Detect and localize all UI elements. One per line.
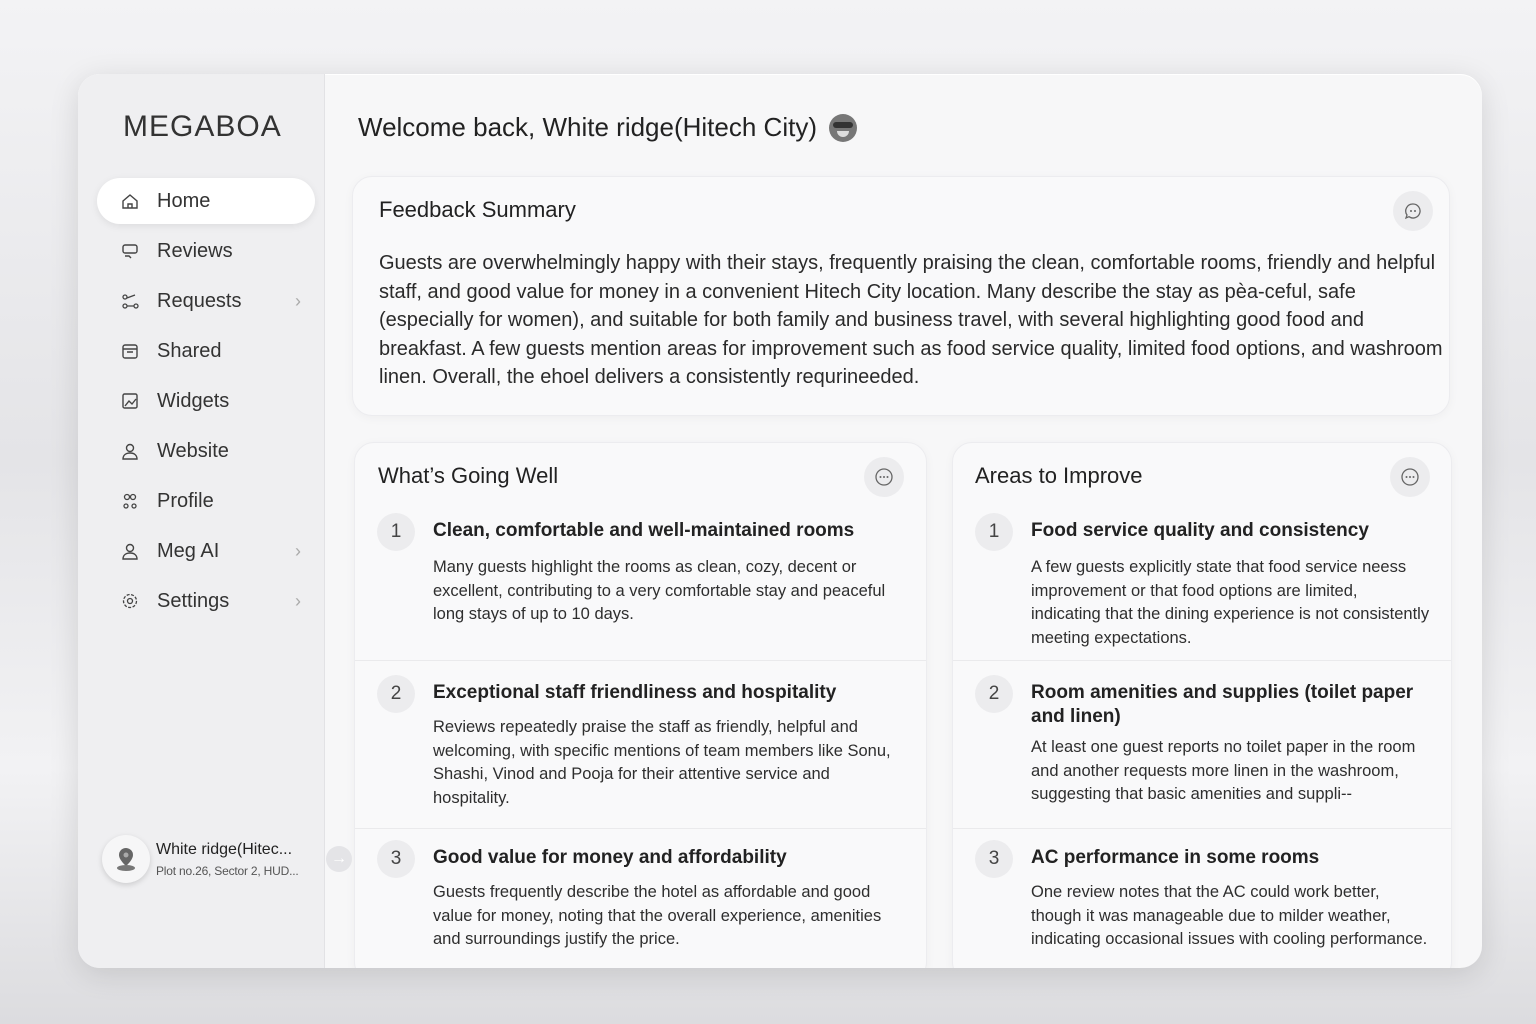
sidebar-item-profile[interactable] bbox=[97, 478, 315, 524]
sidebar-item-label: Widgets bbox=[157, 389, 230, 412]
app-window bbox=[78, 74, 1482, 968]
item-body: At least one guest reports no toilet paper in the room and another requests more linen in the washroom, suggesting that basic amenities and suppli-- bbox=[1031, 738, 1416, 803]
item-number: 2 bbox=[377, 675, 415, 713]
item-title: AC performance in some rooms bbox=[1031, 847, 1320, 868]
item-title: Food service quality and consistency bbox=[1031, 520, 1369, 541]
website-icon bbox=[121, 442, 139, 460]
item-body: Many guests highlight the rooms as clean, cozy, decent or excellent, contributing to a very comfortable stay and peaceful long stays of up to 10 days. bbox=[433, 558, 886, 623]
profile-icon bbox=[121, 492, 139, 510]
list-item bbox=[953, 661, 1451, 829]
account-address: Plot no.26, Sector 2, HUD... bbox=[156, 863, 299, 878]
sidebar-item-label: Requests bbox=[157, 289, 242, 312]
item-title: Exceptional staff friendliness and hospitality bbox=[433, 682, 837, 703]
chevron-right-icon: › bbox=[295, 290, 301, 311]
sidebar-nav bbox=[97, 178, 315, 628]
sidebar-item-meg-ai[interactable] bbox=[97, 528, 315, 574]
account-switcher[interactable] bbox=[102, 834, 352, 884]
item-number: 1 bbox=[975, 513, 1013, 551]
page-title bbox=[358, 112, 857, 143]
gear-icon bbox=[121, 592, 139, 610]
item-body: Guests frequently describe the hotel as affordable and good value for money, noting that the overall experience, amenities and surroundings justify the price. bbox=[433, 883, 882, 948]
reviews-icon bbox=[121, 242, 139, 260]
user-icon bbox=[121, 542, 139, 560]
card-title: What’s Going Well bbox=[378, 463, 559, 488]
sidebar-item-label: Settings bbox=[157, 589, 230, 612]
more-options-icon[interactable] bbox=[1390, 457, 1430, 497]
item-title: Clean, comfortable and well-maintained rooms bbox=[433, 520, 855, 541]
list-item bbox=[953, 829, 1451, 968]
home-icon bbox=[121, 192, 139, 210]
going-well-card bbox=[354, 442, 927, 968]
chevron-right-icon: › bbox=[295, 590, 301, 611]
star-struck-emoji-icon bbox=[829, 114, 857, 142]
list-item bbox=[355, 661, 926, 829]
sidebar bbox=[78, 74, 347, 968]
welcome-text: Welcome back, White ridge(Hitech City) bbox=[358, 112, 817, 142]
location-pin-icon bbox=[102, 835, 150, 883]
sidebar-item-label: Profile bbox=[157, 489, 214, 512]
list-item bbox=[953, 511, 1451, 661]
sidebar-item-website[interactable] bbox=[97, 428, 315, 474]
sidebar-item-home[interactable] bbox=[97, 178, 315, 224]
areas-to-improve-card bbox=[952, 442, 1452, 968]
card-title: Areas to Improve bbox=[975, 463, 1143, 488]
sidebar-item-label: Website bbox=[157, 439, 229, 462]
sidebar-item-reviews[interactable] bbox=[97, 228, 315, 274]
sidebar-item-settings[interactable] bbox=[97, 578, 315, 624]
chat-icon[interactable] bbox=[1393, 191, 1433, 231]
list-item bbox=[355, 829, 926, 968]
sidebar-item-label: Home bbox=[157, 189, 211, 212]
more-options-icon[interactable] bbox=[864, 457, 904, 497]
card-title: Feedback Summary bbox=[379, 197, 576, 222]
item-body: Reviews repeatedly praise the staff as friendly, helpful and welcoming, with specific mentions of team members like Sonu, Shashi, Vinod and Pooja for their attentive service and hospitality. bbox=[433, 718, 891, 807]
sidebar-item-widgets[interactable] bbox=[97, 378, 315, 424]
item-number: 2 bbox=[975, 675, 1013, 713]
sidebar-item-requests[interactable] bbox=[97, 278, 315, 324]
item-title: Room amenities and supplies (toilet paper and linen) bbox=[1031, 682, 1414, 727]
item-body: One review notes that the AC could work better, though it was manageable due to milder weather, indicating occasional issues with cooling performance. bbox=[1031, 883, 1428, 948]
main-content bbox=[325, 74, 1482, 968]
sidebar-item-label: Shared bbox=[157, 339, 222, 362]
sidebar-item-label: Meg AI bbox=[157, 539, 220, 562]
arrow-right-icon[interactable]: → bbox=[326, 846, 352, 872]
account-name: White ridge(Hitec... bbox=[156, 840, 293, 858]
chevron-right-icon: › bbox=[295, 540, 301, 561]
requests-icon bbox=[121, 292, 139, 310]
sidebar-item-label: Reviews bbox=[157, 239, 233, 262]
list-item bbox=[355, 511, 926, 661]
logo: MEGABOA bbox=[123, 110, 282, 143]
sidebar-item-shared[interactable] bbox=[97, 328, 315, 374]
widgets-icon bbox=[121, 392, 139, 410]
item-number: 3 bbox=[975, 840, 1013, 878]
shared-icon bbox=[121, 342, 139, 360]
item-title: Good value for money and affordability bbox=[433, 847, 787, 868]
summary-text: Guests are overwhelmingly happy with their stays, frequently praising the clean, comfortable rooms, friendly and helpful staff, and good value for money in a convenient Hitech City location. Many describe the stay as pèa-ceful, safe (especially for women), and suitable for both family and business travel, with several highlighting good food and breakfast. A few guests mention areas for improvement such as food service quality, limited food options, and washroom linen. Overall, the ehoel delivers a consistently requrineeded. bbox=[379, 252, 1443, 389]
item-number: 1 bbox=[377, 513, 415, 551]
item-number: 3 bbox=[377, 840, 415, 878]
feedback-summary-card bbox=[352, 176, 1450, 416]
item-body: A few guests explicitly state that food service neess improvement or that food options are limited, indicating that the dining experience is not consistently meeting expectations. bbox=[1031, 558, 1430, 647]
